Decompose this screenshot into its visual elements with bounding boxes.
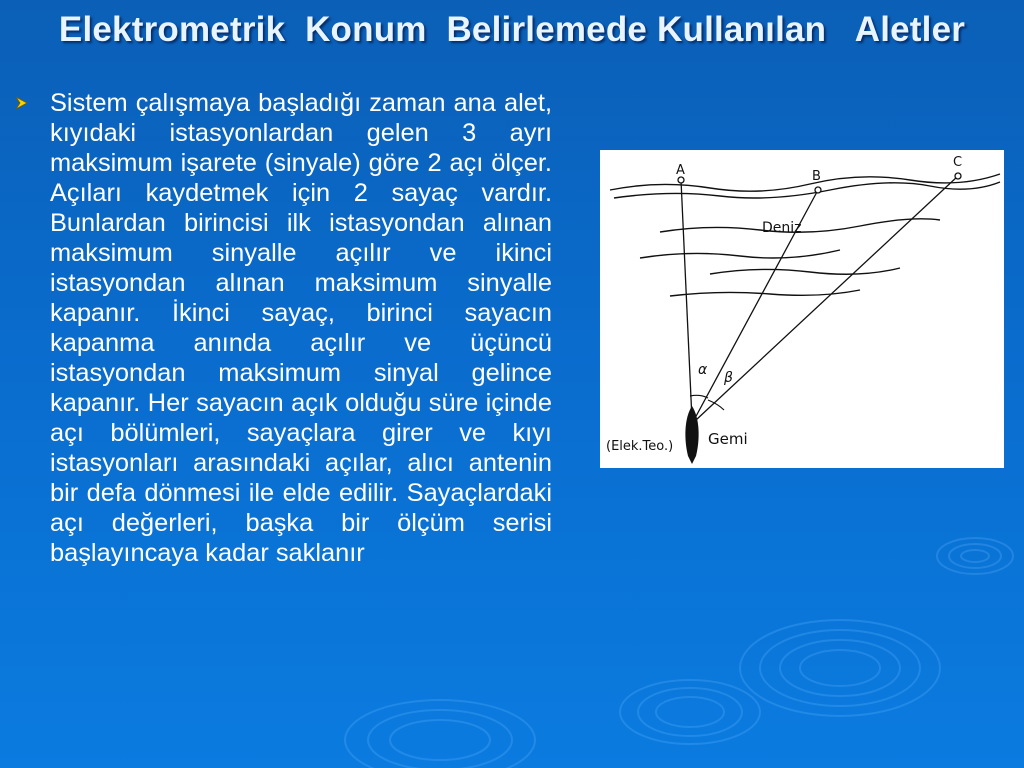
station-b-marker	[815, 187, 821, 193]
sight-lines	[681, 176, 958, 420]
angle-arcs	[690, 395, 724, 410]
sea-label: Deniz	[762, 220, 802, 236]
source-label: (Elek.Teo.)	[606, 439, 674, 454]
positioning-diagram	[600, 150, 1004, 468]
ship-label: Gemi	[708, 430, 748, 448]
bullet-paragraph: Sistem çalışmaya başladığı zaman ana alet, kıyıdaki istasyonlardan gelen 3 ayrı maksimum işarete (sinyale) göre 2 açı ölçer. Açıları kaydetmek için 2 sayaç vardır. Bunlardan birincisi ilk istasyondan alınan maksimum sinyalle açılır ve ikinci istasyondan alınan maksimum sinyalle kapanır. İkinci sayaç, birinci sayacın kapanma anında açılır ve üçüncü istasyondan maksimum sinyal gelince kapanır. Her sayacın açık olduğu süre içinde açı bölümleri, sayaçlara girer ve kıyı istasyonları arasındaki açılar, alıcı antenin bir defa dönmesi ile elde edilir. Sayaçlardaki açı değerleri, başka bir ölçüm serisi başlayıncaya kadar saklanır	[50, 89, 552, 567]
arrow-bullet-icon	[14, 96, 28, 110]
bullet-list	[14, 88, 552, 568]
station-a-label: A	[676, 163, 685, 178]
station-c-marker	[955, 173, 961, 179]
slide-title: Elektrometrik Konum Belirlemede Kullanılan Aletler	[58, 10, 966, 49]
sea-waves	[610, 174, 1000, 296]
station-b-label: B	[812, 169, 821, 184]
station-c-label: C	[953, 155, 963, 170]
beta-label: β	[724, 370, 733, 386]
alpha-label: α	[698, 362, 708, 378]
